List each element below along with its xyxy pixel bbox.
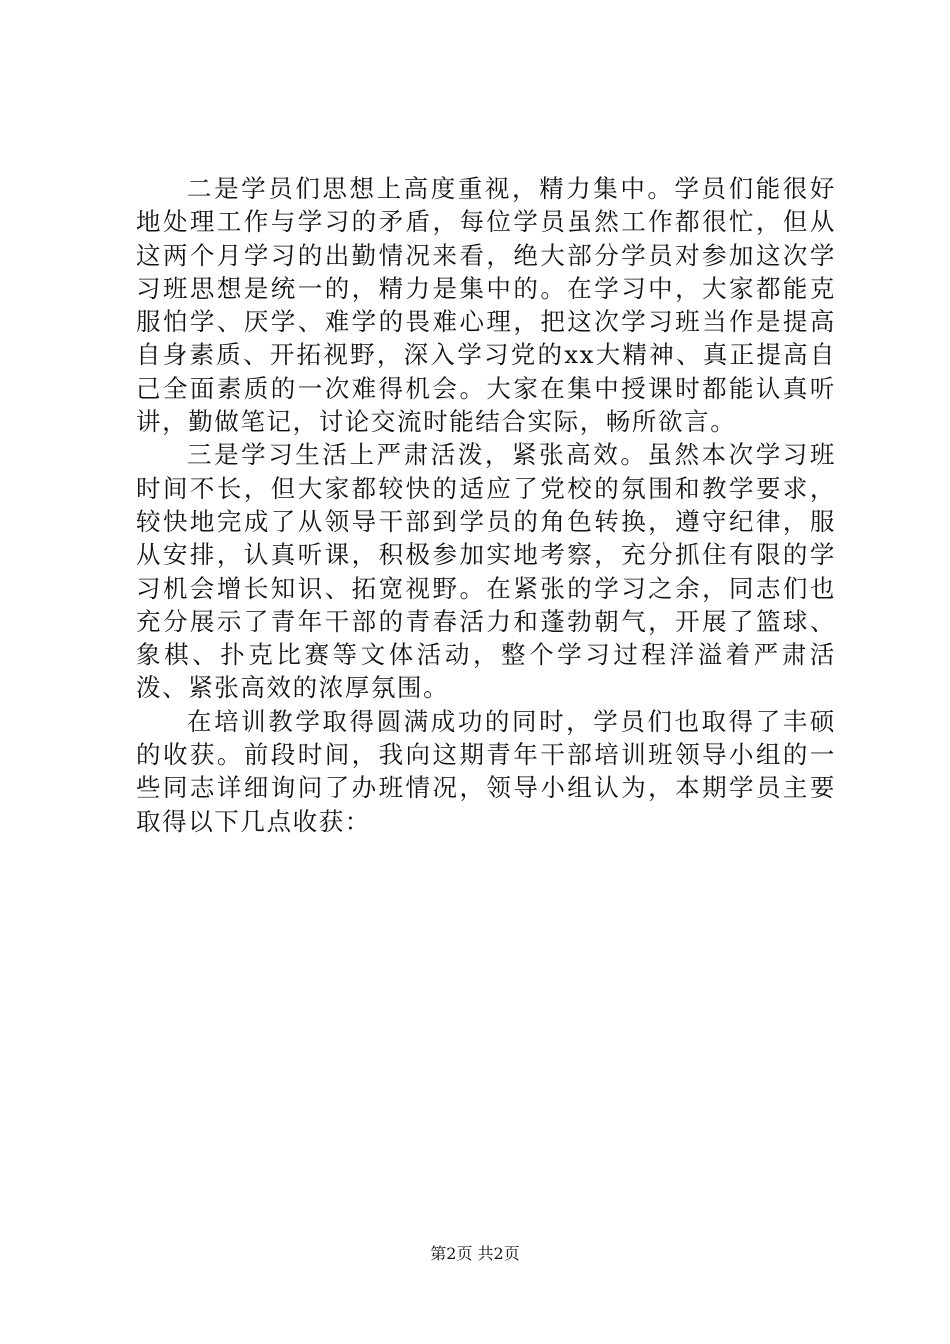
paragraph-2: 二是学员们思想上高度重视，精力集中。学员们能很好地处理工作与学习的矛盾，每位学员虽然工作都很忙，但从这两个月学习的出勤情况来看，绝大部分学员对参加这次学习班思想是统一的，精力是集中的。在学习中，大家都能克服怕学、厌学、难学的畏难心理，把这次学习班当作是提高自身素质、开拓视野，深入学习党的xx大精神、真正提高自己全面素质的一次难得机会。大家在集中授课时都能认真听讲，勤做笔记，讨论交流时能结合实际，畅所欲言。 <box>136 174 836 437</box>
page-footer <box>0 1244 950 1264</box>
paragraph-harvest-intro: 在培训教学取得圆满成功的同时，学员们也取得了丰硕的收获。前段时间，我向这期青年干部培训班领导小组的一些同志详细询问了办班情况，领导小组认为，本期学员主要取得以下几点收获： <box>136 706 836 836</box>
document-body <box>136 172 836 838</box>
page-number: 第2页 共2页 <box>430 1244 520 1263</box>
paragraph-3: 三是学习生活上严肃活泼，紧张高效。虽然本次学习班时间不长，但大家都较快的适应了党校的氛围和教学要求，较快地完成了从领导干部到学员的角色转换，遵守纪律，服从安排，认真听课，积极参加实地考察，充分抓住有限的学习机会增长知识、拓宽视野。在紧张的学习之余，同志们也充分展示了青年干部的青春活力和蓬勃朝气，开展了篮球、象棋、扑克比赛等文体活动，整个学习过程洋溢着严肃活泼、紧张高效的浓厚氛围。 <box>136 440 836 703</box>
